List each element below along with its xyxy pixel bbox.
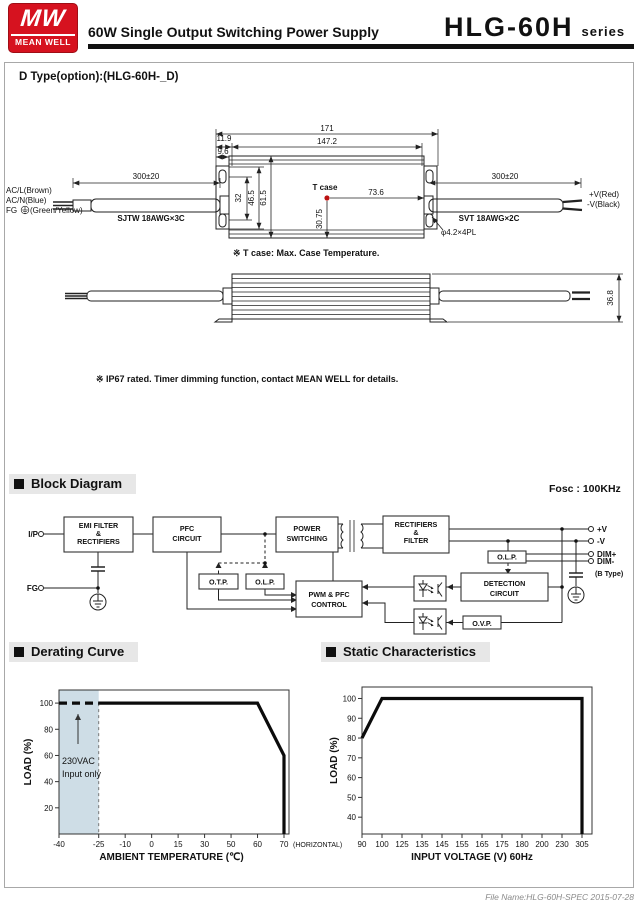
x-tick-label: 100 (375, 840, 389, 849)
y-tick-label: 40 (44, 777, 53, 787)
dim-tcase-x: 73.6 (368, 188, 384, 197)
dim-side-height: 36.8 (606, 290, 615, 306)
y-tick-label: 60 (347, 773, 356, 783)
wire-acn-label: AC/N(Blue) (6, 196, 47, 205)
emi-box-label: EMI FILTER (78, 521, 119, 530)
input-cable (6, 172, 220, 223)
earth-icon (21, 206, 29, 214)
x-tick-label: 50 (226, 840, 236, 849)
detection-label: CIRCUIT (489, 589, 520, 598)
wire-fg-color-label: (Green/Yellow) (30, 206, 83, 215)
x-tick-label: 175 (495, 840, 509, 849)
data-series-solid (99, 703, 284, 834)
x-axis-suffix-label: (HORIZONTAL) (293, 842, 343, 849)
optocoupler-1 (414, 576, 446, 601)
y-tick-label: 100 (39, 699, 53, 709)
emi-box-label: RECTIFIERS (77, 537, 120, 546)
ground-icon (90, 594, 106, 610)
pwm-label: PWM & PFC (308, 590, 350, 599)
dim-tcase-y: 30.75 (315, 208, 324, 230)
x-tick-label: 230 (555, 840, 569, 849)
ip67-note: ※ IP67 rated. Timer dimming function, contact MEAN WELL for details. (96, 374, 399, 384)
rectifier-filter-label: & (413, 528, 419, 537)
ovp-label: O.V.P. (472, 619, 492, 628)
btype-label: (B Type) (595, 569, 624, 578)
x-tick-label: 90 (357, 840, 367, 849)
x-tick-label: 60 (253, 840, 262, 849)
y-tick-label: 40 (347, 813, 356, 823)
x-tick-label: -10 (119, 840, 131, 849)
x-tick-label: 70 (279, 840, 289, 849)
x-tick-label: 125 (395, 840, 409, 849)
static-characteristics-header (321, 642, 490, 662)
block-diagram-header (9, 474, 136, 494)
output-cable-type: SVT 18AWG×2C (458, 214, 520, 223)
document-title: 60W Single Output Switching Power Supply (88, 24, 379, 40)
pwm-label: CONTROL (311, 600, 347, 609)
block-diagram-title: Block Diagram (31, 476, 123, 491)
dim-46-5: 46.5 (247, 190, 256, 206)
side-view (65, 274, 623, 322)
output-dimplus-label: DIM+ (597, 550, 617, 559)
wire-fg-label: FG (6, 206, 18, 215)
rectifier-filter-label: FILTER (403, 536, 429, 545)
output-cable (429, 172, 620, 237)
x-tick-label: 155 (455, 840, 469, 849)
pfc-box-label: PFC (179, 524, 195, 533)
x-axis-label: AMBIENT TEMPERATURE (℃) (99, 852, 244, 863)
tcase-note: ※ T case: Max. Case Temperature. (233, 248, 380, 258)
content-frame (4, 62, 634, 888)
dim-32: 32 (234, 193, 243, 203)
olp-left-label: O.L.P. (255, 577, 275, 587)
logo-meanwell-text: MEAN WELL (15, 37, 71, 47)
wire-acl-label: AC/L(Brown) (6, 186, 52, 195)
section-bullet-icon (14, 647, 24, 657)
pfc-box-label: CIRCUIT (172, 534, 202, 543)
y-tick-label: 80 (347, 734, 356, 744)
dim-output-cable-length: 300±20 (491, 172, 519, 181)
derating-curve-title: Derating Curve (31, 644, 125, 659)
fg-terminal-label: FG (26, 584, 38, 593)
dim-input-cable-length: 300±20 (132, 172, 160, 181)
input-cable-type: SJTW 18AWG×3C (117, 214, 185, 223)
power-switching-label: SWITCHING (286, 534, 328, 543)
region-annotation: Input only (62, 769, 102, 779)
x-tick-label: 180 (515, 840, 529, 849)
x-tick-label: 165 (475, 840, 489, 849)
header-rule (88, 44, 634, 49)
product-name: HLG-60H (444, 12, 574, 42)
derating-curve-header (9, 642, 138, 662)
fosc-label: Fosc : 100KHz (549, 483, 621, 495)
y-tick-label: 90 (347, 714, 356, 724)
x-tick-label: 15 (173, 840, 183, 849)
x-tick-label: 30 (200, 840, 210, 849)
block-diagram (5, 499, 635, 647)
static-characteristics-title: Static Characteristics (343, 644, 476, 659)
ground-icon (568, 587, 584, 603)
output-vplus-label: +V (597, 525, 608, 534)
ip-terminal-label: I/P (28, 530, 38, 539)
tcase-label: T case (312, 183, 338, 192)
derating-curve-chart (5, 663, 343, 875)
section-bullet-icon (14, 479, 24, 489)
detection-label: DETECTION (483, 579, 526, 588)
hole-callout: φ4.2×4PL (441, 228, 477, 237)
product-series: series (581, 24, 626, 39)
x-tick-label: 135 (415, 840, 429, 849)
plot-border (362, 687, 592, 834)
x-axis-label: INPUT VOLTAGE (V) 60Hz (411, 852, 533, 863)
y-axis-label: LOAD (%) (23, 738, 34, 786)
section-bullet-icon (326, 647, 336, 657)
block-sense-dashed (219, 534, 509, 574)
output-vminus-label: -V (597, 537, 605, 546)
x-tick-label: 0 (149, 840, 154, 849)
logo-mw-text: MW (19, 5, 67, 32)
dim-end-offset: 11.9 (216, 134, 232, 143)
y-tick-label: 20 (44, 803, 53, 813)
rectifier-filter-label: RECTIFIERS (394, 520, 438, 529)
wire-vplus-label: +V(Red) (589, 190, 620, 199)
data-series-solid (362, 699, 582, 835)
dim-slot-offset: 9.6 (217, 147, 229, 156)
power-switching-label: POWER (293, 524, 321, 533)
y-tick-label: 80 (44, 725, 53, 735)
wire-vminus-label: -V(Black) (587, 200, 620, 209)
y-tick-label: 100 (342, 694, 356, 704)
emi-box-label: & (95, 529, 102, 538)
meanwell-logo (8, 3, 78, 53)
mechanical-section-title: D Type(option):(HLG-60H-_D) (19, 71, 179, 83)
x-tick-label: -40 (53, 840, 65, 849)
file-info: File Name:HLG-60H-SPEC 2015-07-28 (485, 892, 634, 902)
optocoupler-2 (414, 609, 446, 634)
tcase-dot (324, 195, 329, 200)
y-tick-label: 50 (347, 793, 356, 803)
dim-61-5: 61.5 (259, 190, 268, 206)
x-tick-label: -25 (92, 840, 105, 849)
output-dimminus-label: DIM- (597, 557, 615, 566)
x-tick-label: 305 (575, 840, 589, 849)
olp-right-label: O.L.P. (497, 552, 517, 562)
y-tick-label: 70 (347, 753, 356, 763)
dim-total-length: 171 (320, 124, 334, 133)
x-tick-label: 145 (435, 840, 449, 849)
x-tick-label: 200 (535, 840, 549, 849)
otp-label: O.T.P. (208, 577, 229, 587)
static-characteristics-chart (321, 663, 635, 875)
y-axis-label: LOAD (%) (329, 737, 340, 784)
product-title (444, 12, 625, 43)
region-annotation: 230VAC (62, 756, 95, 766)
dim-inner-length: 147.2 (316, 137, 338, 146)
y-tick-label: 60 (44, 751, 53, 761)
mechanical-drawing (5, 83, 635, 399)
